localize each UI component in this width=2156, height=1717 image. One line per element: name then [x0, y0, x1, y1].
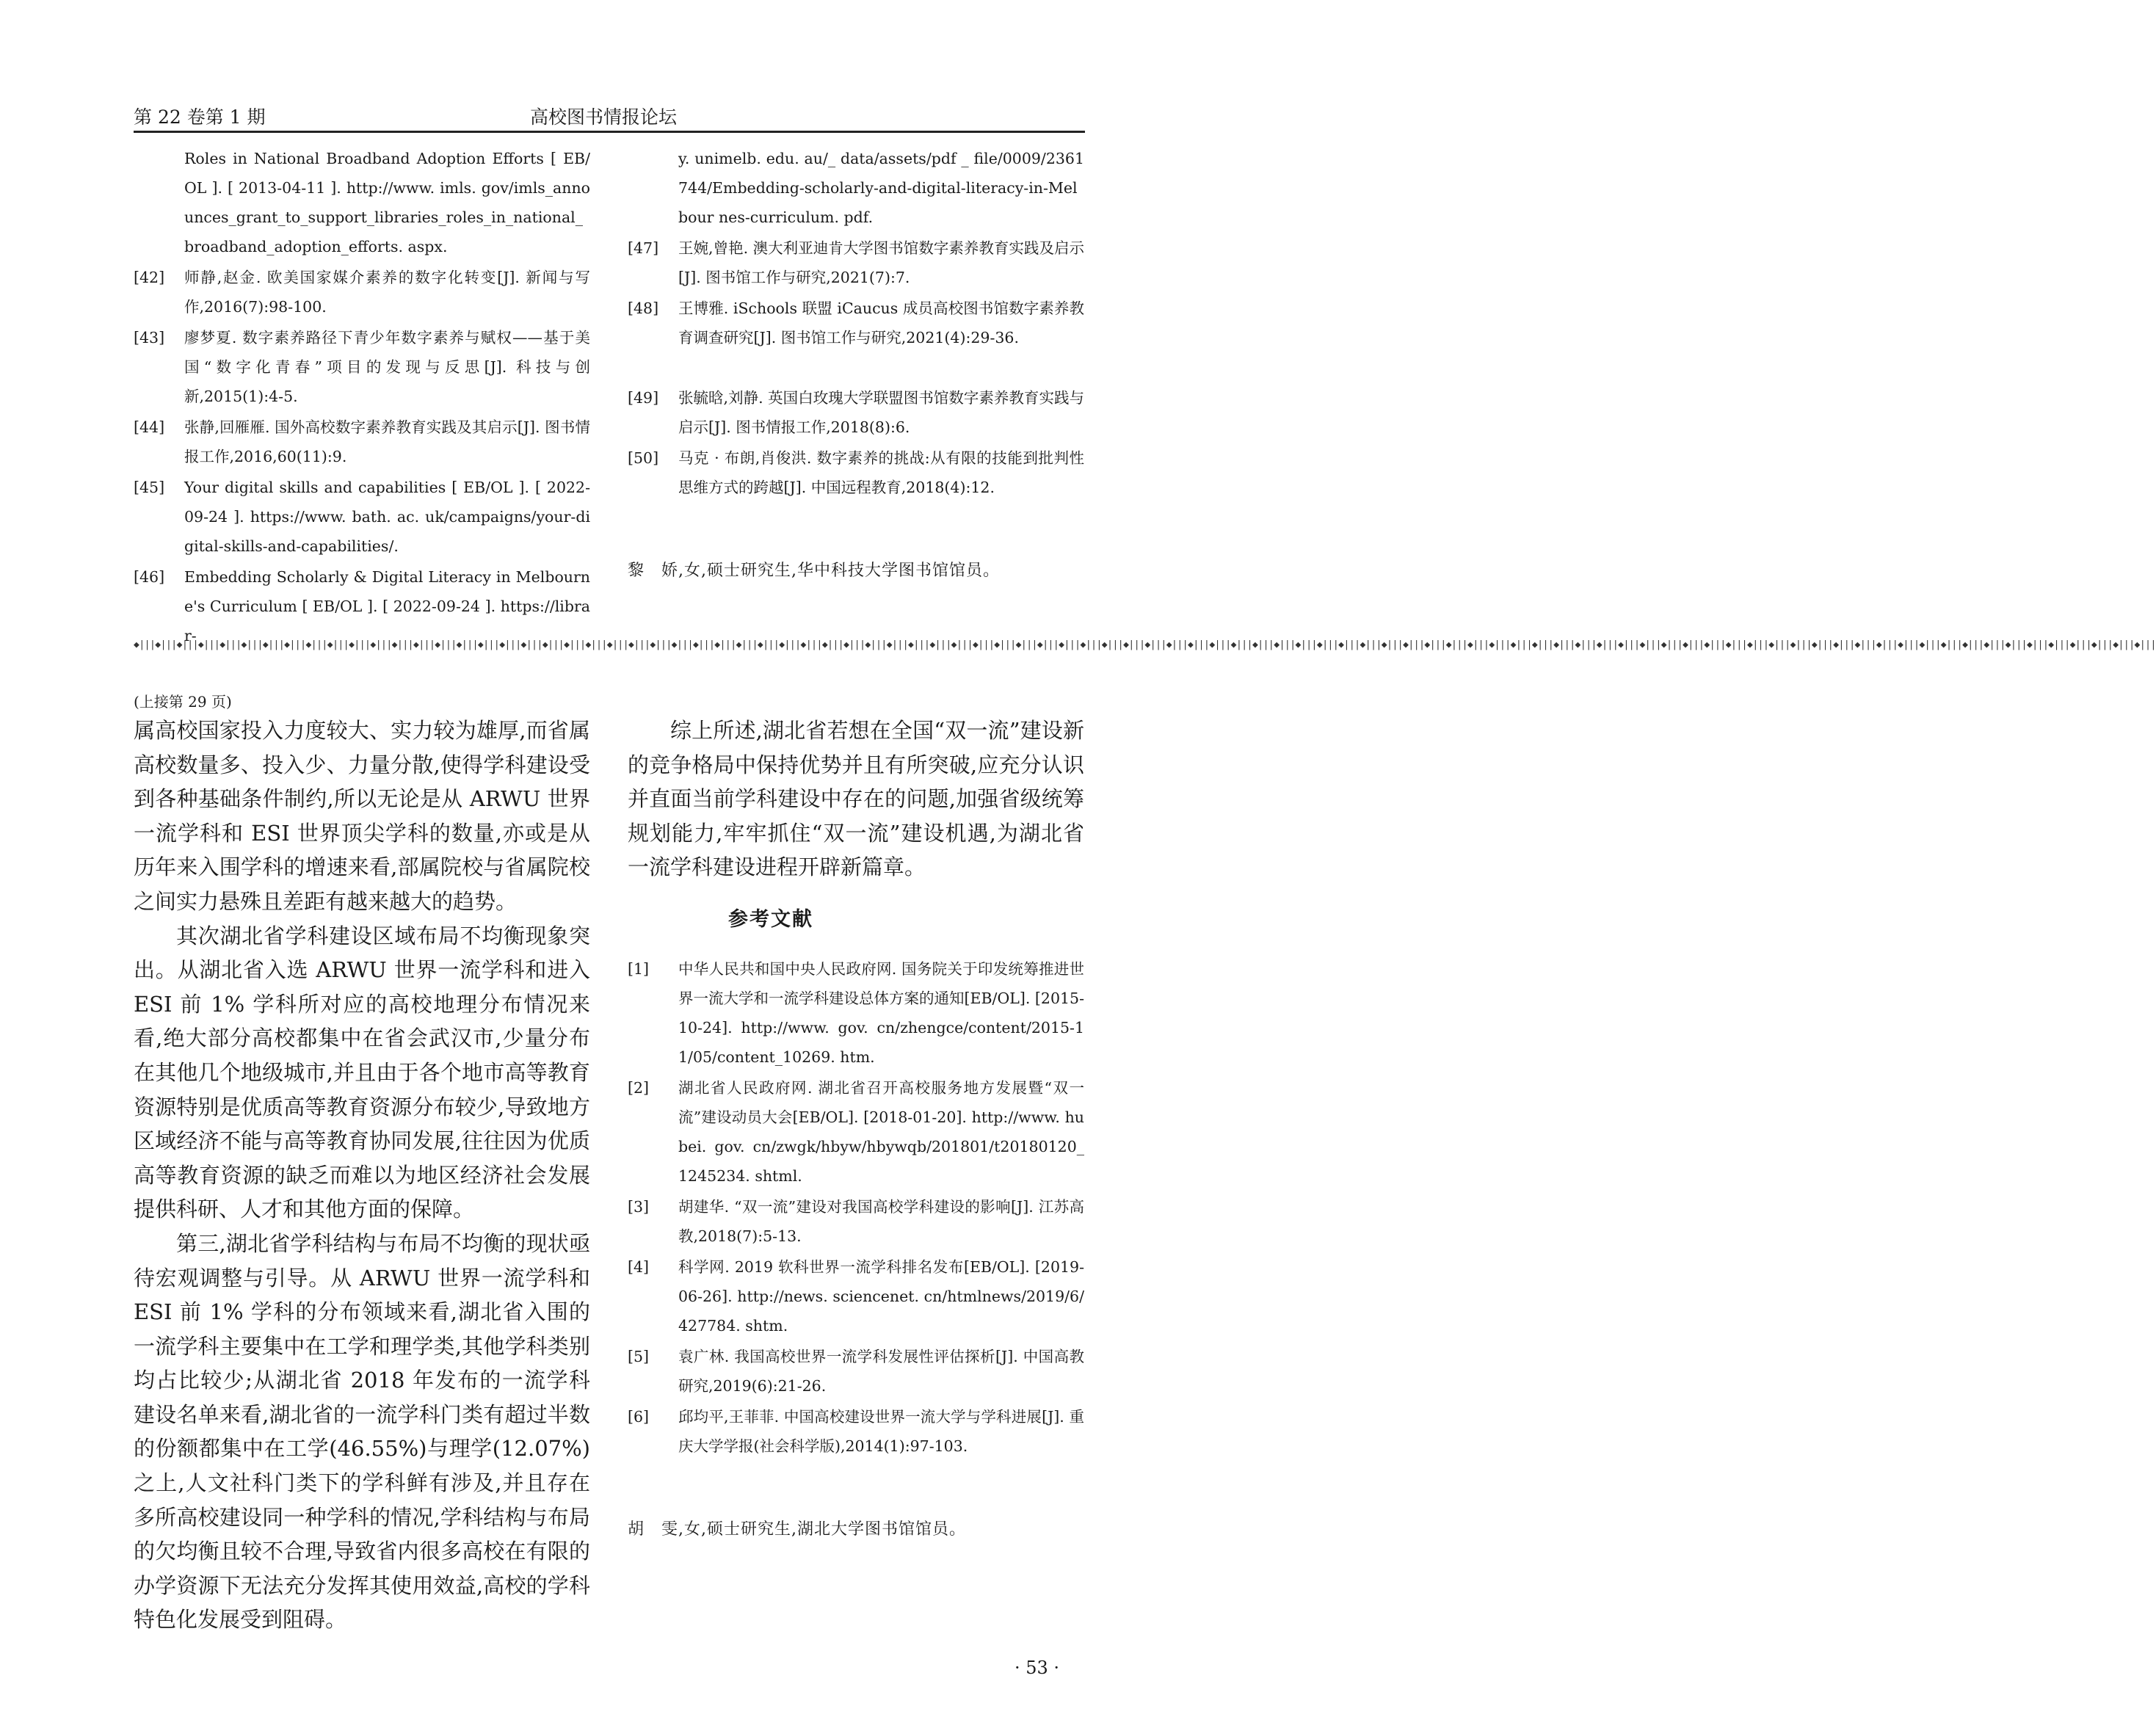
running-header [134, 97, 1085, 133]
body-paragraph: 综上所述,湖北省若想在全国“双一流”建设新的竞争格局中保持优势并且有所突破,应充分认识并直面当前学科建设中存在的问题,加强省级统筹规划能力,牢牢抓住“双一流”建设机遇,为湖北省一流学科建设进程开辟新篇章。 [628, 718, 1084, 880]
volume-issue: 第 22 卷第 1 期 [134, 106, 266, 128]
top-left-references [134, 144, 590, 645]
reference-item: [44] 张静,回雁雁. 国外高校数字素养教育实践及其启示[J]. 图书情报工作,2016,60(11):9. [134, 418, 590, 465]
body-paragraph: 第三,湖北省学科结构与布局不均衡的现状亟待宏观调整与引导。从 ARWU 世界一流学科和 ESI 前 1% 学科的分布领域来看,湖北省入围的一流学科主要集中在工学和理学类,其他学科类别均占比较少;从湖北省 2018 年发布的一流学科建设名单来看,湖北省的一流学科门类有超过半数的份额都集中在工学(46.55%)与理学(12.07%)之上,人文社科门类下的学科鲜有涉及,并且存在多所高校建设同一种学科的情况,学科结构与布局的欠均衡且较不合理,导致省内很多高校在有限的办学资源下无法充分发挥其使用效益,高校的学科特色化发展受到阻碍。 [134, 1230, 590, 1633]
reference-item: [48] 王博雅. iSchools 联盟 iCaucus 成员高校图书馆数字素养教育调查研究[J]. 图书馆工作与研究,2021(4):29-36. [628, 300, 1084, 346]
reference-item: [45] Your digital skills and capabilities [ EB/OL ]. [ 2022-09-24 ]. https://www. bath. ac. uk/campaigns/your-digital-skills-and-capabilities/. [134, 479, 590, 555]
reference-item: [46] Embedding Scholarly & Digital Literacy in Melbourne's Curriculum [ EB/OL ]. [ 2022-09-24 ]. https://librar- [134, 568, 590, 645]
decorative-divider: ◆|||◆|||◆|||◆|||◆|||◆|||◆|||◆|||◆|||◆|||◆|||◆|||◆|||◆|||◆|||◆|||◆|||◆|||◆|||◆|||◆|||◆|||◆|||◆|||◆|||◆|||◆|||◆|||◆|||◆|||◆|||◆|||◆|||◆|||◆|||◆|||◆|||◆|||◆|||◆|||◆|||◆|||◆|||◆|||◆|||◆|||◆|||◆|||◆|||◆|||◆|||◆|||◆|||◆|||◆|||◆|||◆|||◆|||◆|||◆|||◆|||◆|||◆|||◆|||◆|||◆|||◆|||◆|||◆|||◆|||◆|||◆|||◆|||◆|||◆|||◆|||◆|||◆|||◆|||◆|||◆|||◆|||◆|||◆|||◆|||◆|||◆|||◆|||◆|||◆|||◆|||◆|||◆|||◆||| [134, 639, 2156, 650]
references-heading: 参考文献 [728, 908, 813, 931]
reference-item: [1] 中华人民共和国中央人民政府网. 国务院关于印发统筹推进世界一流大学和一流学科建设总体方案的通知[EB/OL]. [2015-10-24]. http://www. gov. cn/zhengce/content/2015-11/05/content_10269. htm. [628, 960, 1084, 1066]
body-left-column [134, 690, 590, 1637]
reference-item: Roles in National Broadband Adoption Efforts [ EB/ OL ]. [ 2013-04-11 ]. http://www. imls. gov/imls_announces_grant_to_support_libraries_roles_in_national_broadband_adoption_efforts. aspx. [184, 150, 590, 255]
journal-title: 高校图书情报论坛 [530, 106, 678, 128]
top-right-references [628, 144, 1084, 581]
reference-item: [49] 张毓晗,刘静. 英国白玫瑰大学联盟图书馆数字素养教育实践与启示[J]. 图书情报工作,2018(8):6. [628, 389, 1084, 436]
body-right-column [628, 714, 1084, 885]
reference-item: [47] 王婉,曾艳. 澳大利亚迪肯大学图书馆数字素养教育实践及启示[J]. 图书馆工作与研究,2021(7):7. [628, 239, 1084, 286]
reference-item: [42] 师静,赵金. 欧美国家媒介素养的数字化转变[J]. 新闻与写作,2016(7):98-100. [134, 269, 590, 316]
author-bio: 黎 娇,女,硕士研究生,华中科技大学图书馆馆员。 [628, 562, 1000, 580]
reference-item: [2] 湖北省人民政府网. 湖北省召开高校服务地方发展暨“双一流”建设动员大会[EB/OL]. [2018-01-20]. http://www. hubei. gov. cn/zwgk/hbyw/hbywqb/201801/t20180120_1245234. shtml. [628, 1079, 1084, 1185]
reference-item: [4] 科学网. 2019 软科世界一流学科排名发布[EB/OL]. [2019-06-26]. http://news. sciencenet. cn/htmlnews/2019/6/427784. shtm. [628, 1258, 1084, 1335]
reference-item: [43] 廖梦夏. 数字素养路径下青少年数字素养与赋权——基于美国“数字化青春”项目的发现与反思[J]. 科技与创新,2015(1):4-5. [134, 329, 590, 405]
reference-item: y. unimelb. edu. au/_ data/assets/pdf _ file/0009/2361744/Embedding-scholarly-and-digital-literacy-in-Melbour nes-curriculum. pdf. [678, 150, 1084, 226]
body-paragraph: 其次湖北省学科建设区域布局不均衡现象突出。从湖北省入选 ARWU 世界一流学科和进入 ESI 前 1% 学科所对应的高校地理分布情况来看,绝大部分高校都集中在省会武汉市,少量分布在其他几个地级城市,并且由于各个地市高等教育资源特别是优质高等教育资源分布较少,导致地方区域经济不能与高等教育协同发展,往往因为优质高等教育资源的缺乏而难以为地区经济社会发展提供科研、人才和其他方面的保障。 [134, 923, 590, 1222]
reference-item: [50] 马克 · 布朗,肖俊洪. 数字素养的挑战:从有限的技能到批判性思维方式的跨越[J]. 中国远程教育,2018(4):12. [628, 449, 1084, 496]
bottom-references [628, 954, 1084, 1539]
body-paragraph: 属高校国家投入力度较大、实力较为雄厚,而省属高校数量多、投入少、力量分散,使得学科建设受到各种基础条件制约,所以无论是从 ARWU 世界一流学科和 ESI 世界顶尖学科的数量,亦或是从历年来入围学科的增速来看,部属院校与省属院校之间实力悬殊且差距有越来越大的趋势。 [134, 718, 590, 914]
reference-item: [3] 胡建华. “双一流”建设对我国高校学科建设的影响[J]. 江苏高教,2018(7):5-13. [628, 1198, 1084, 1245]
reference-item: [5] 袁广林. 我国高校世界一流学科发展性评估探析[J]. 中国高教研究,2019(6):21-26. [628, 1348, 1084, 1395]
page-number: · 53 · [1015, 1658, 1060, 1678]
reference-item: [6] 邱均平,王菲菲. 中国高校建设世界一流大学与学科进展[J]. 重庆大学学报(社会科学版),2014(1):97-103. [628, 1408, 1084, 1455]
continued-note: (上接第 29 页) [134, 693, 232, 711]
author-bio: 胡 雯,女,硕士研究生,湖北大学图书馆馆员。 [628, 1520, 966, 1539]
